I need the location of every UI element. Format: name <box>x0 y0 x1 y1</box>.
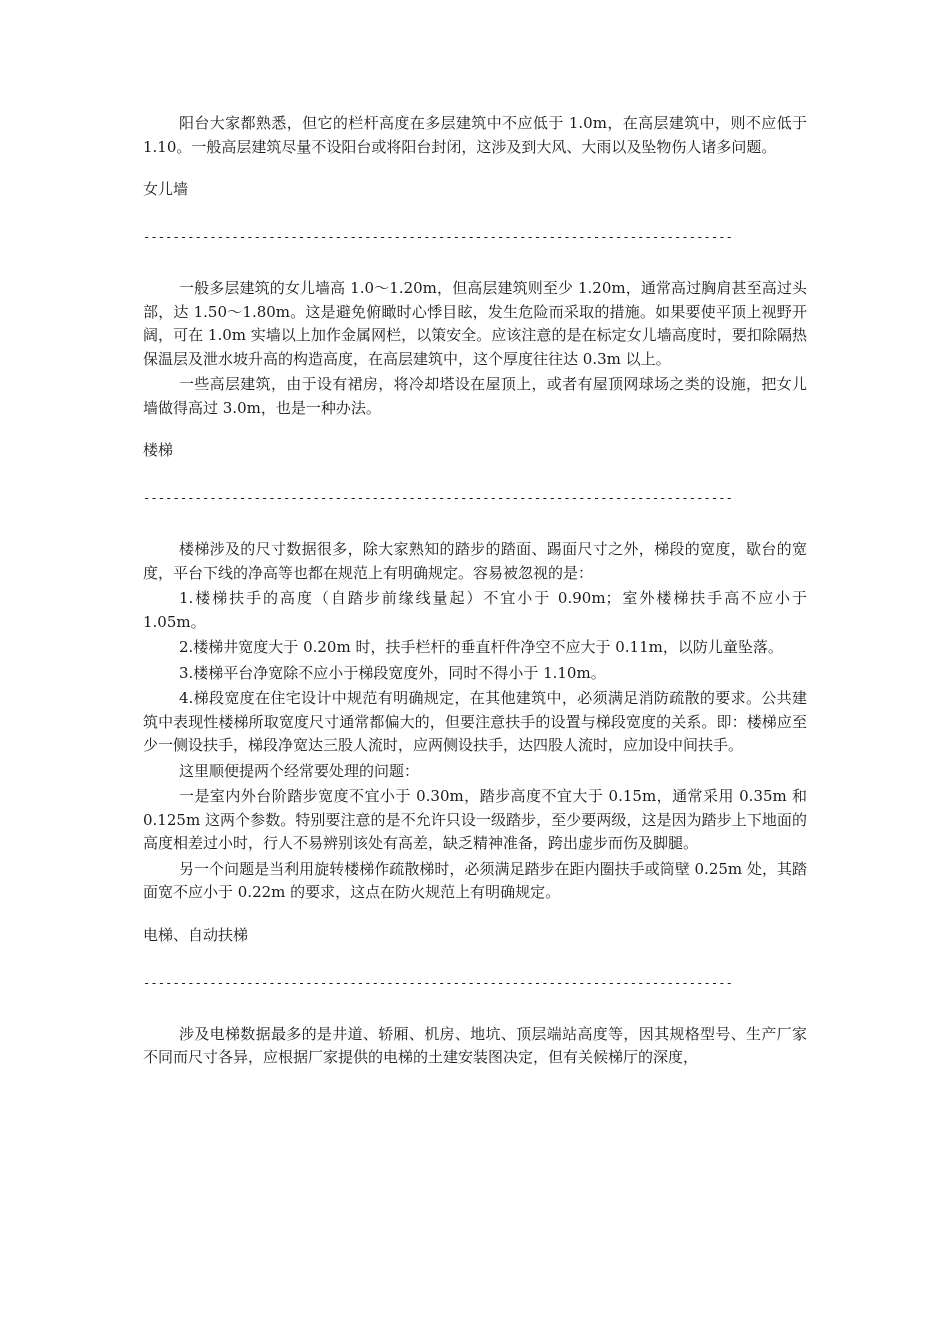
stairs-paragraph-4: 3.楼梯平台净宽除不应小于梯段宽度外，同时不得小于 1.10m。 <box>179 663 606 682</box>
balcony-paragraph: 阳台大家都熟悉，但它的栏杆高度在多层建筑中不应低于 1.0m，在高层建筑中，则不应低于 1.10。一般高层建筑尽量不设阳台或将阳台封闭，这涉及到大风、大雨以及坠物伤人诸多问题。 <box>143 114 807 156</box>
parapet-heading: 女儿墙 <box>143 180 189 198</box>
spacer <box>143 905 807 924</box>
document-page <box>143 112 807 1070</box>
elevator-divider: -------------------------------------------------------------------------------- <box>143 975 733 990</box>
stairs-paragraph-7: 一是室内外台阶踏步宽度不宜小于 0.30m，踏步高度不宜大于 0.15m，通常采用 0.35m 和 0.125m 这两个参数。特别要注意的是不允许只设一级踏步，至少要两级，这是因为踏步上下地面的高度相差过小时，行人不易辨别该处有高差，缺乏精神准备，跨出虚步而伤及脚腿。 <box>143 787 807 852</box>
stairs-paragraph-1: 楼梯涉及的尺寸数据很多，除大家熟知的踏步的踏面、踢面尺寸之外，梯段的宽度，歇台的宽度，平台下线的净高等也都在规范上有明确规定。容易被忽视的是： <box>143 540 807 582</box>
spacer <box>143 508 807 538</box>
stairs-paragraph-6: 这里顺便提两个经常要处理的问题： <box>179 761 420 780</box>
stairs-heading: 楼梯 <box>143 441 174 459</box>
stairs-paragraph-2: 1.楼梯扶手的高度（自踏步前缘线量起）不宜小于 0.90m；室外楼梯扶手高不应小于 1.05m。 <box>143 589 807 631</box>
parapet-divider: -------------------------------------------------------------------------------- <box>143 230 733 244</box>
spacer <box>143 159 807 178</box>
parapet-paragraph-2: 一些高层建筑，由于设有裙房，将冷却塔设在屋顶上，或者有屋顶网球场之类的设施，把女儿墙做得高过 3.0m，也是一种办法。 <box>143 375 807 417</box>
elevator-paragraph-1: 涉及电梯数据最多的是井道、轿厢、机房、地坑、顶层端站高度等，因其规格型号、生产厂家不同而尺寸各异，应根据厂家提供的电梯的土建安装图决定，但有关候梯厅的深度， <box>143 1024 807 1066</box>
spacer <box>143 420 807 439</box>
spacer <box>143 247 807 277</box>
stairs-paragraph-8: 另一个问题是当利用旋转楼梯作疏散梯时，必须满足踏步在距内圈扶手或筒壁 0.25m 处，其踏面宽不应小于 0.22m 的要求，这点在防火规范上有明确规定。 <box>143 859 807 901</box>
spacer <box>143 946 807 973</box>
spacer <box>143 461 807 488</box>
elevator-heading: 电梯、自动扶梯 <box>143 925 249 944</box>
spacer <box>143 993 807 1023</box>
spacer <box>143 200 807 227</box>
parapet-paragraph-1: 一般多层建筑的女儿墙高 1.0～1.20m，但高层建筑则至少 1.20m，通常高过胸肩甚至高过头部，达 1.50～1.80m。这是避免俯瞰时心悸目眩，发生危险而采取的措施。如果要使平顶上视野开阔，可在 1.0m 实墙以上加作金属网栏，以策安全。应该注意的是在标定女儿墙高度时，要扣除隔热保温层及泄水坡升高的构造高度，在高层建筑中，这个厚度往往达 0.3m 以上。 <box>143 279 807 368</box>
stairs-paragraph-5: 4.梯段宽度在住宅设计中规范有明确规定，在其他建筑中，必须满足消防疏散的要求。公共建筑中表现性楼梯所取宽度尺寸通常都偏大的，但要注意扶手的设置与梯段宽度的关系。即：楼梯应至少一侧设扶手，梯段净宽达三股人流时，应两侧设扶手，达四股人流时，应加设中间扶手。 <box>143 689 807 754</box>
stairs-paragraph-3: 2.楼梯井宽度大于 0.20m 时，扶手栏杆的垂直杆件净空不应大于 0.11m，以防儿童坠落。 <box>179 638 783 656</box>
stairs-divider: -------------------------------------------------------------------------------- <box>143 491 733 505</box>
